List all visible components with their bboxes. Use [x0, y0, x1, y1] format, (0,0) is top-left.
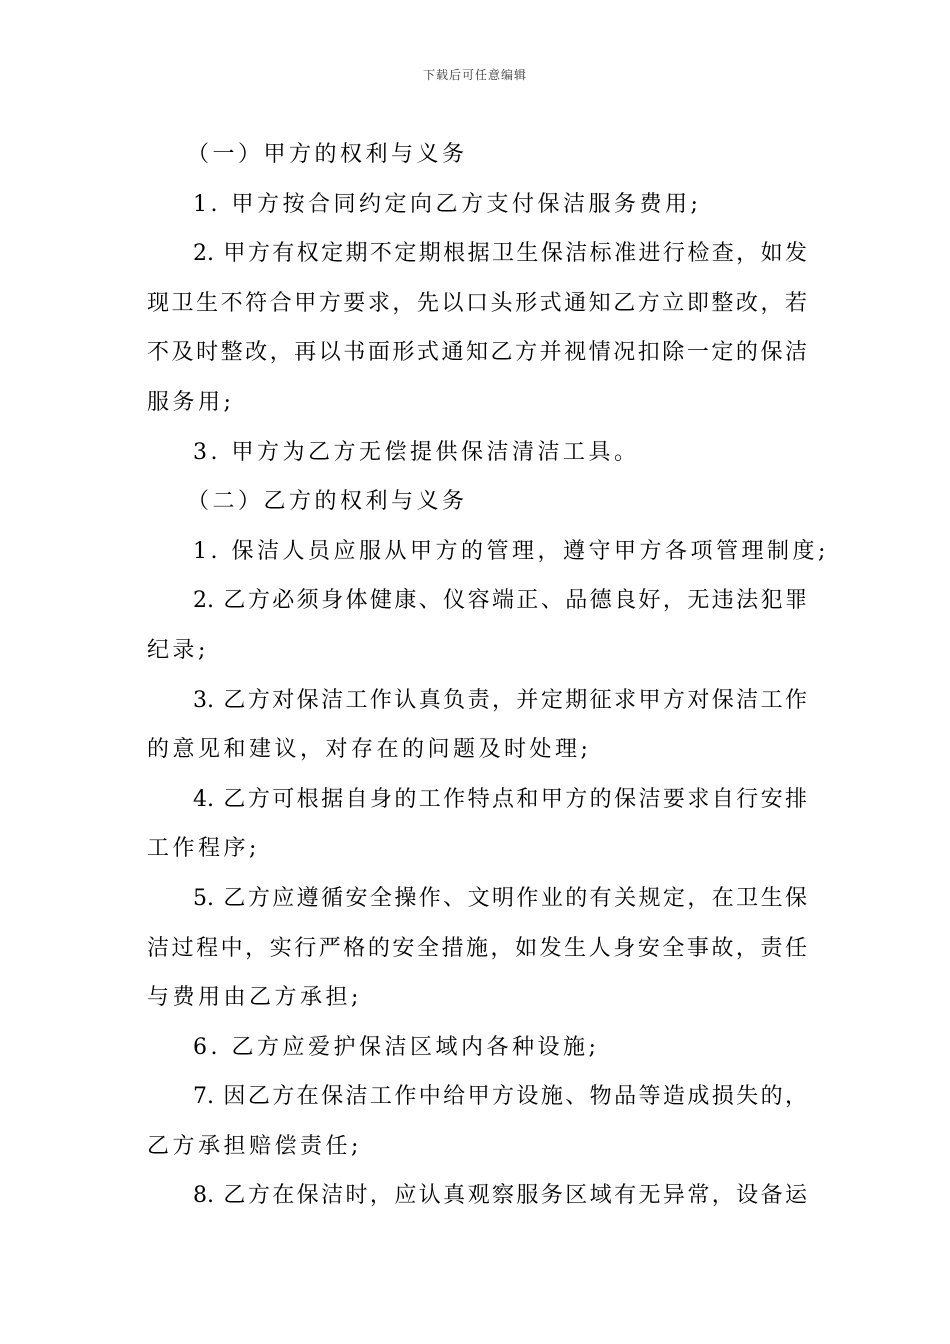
paragraph-line: 8. 乙方在保洁时，应认真观察服务区域有无异常，设备运: [193, 1183, 807, 1209]
paragraph-line: 的意见和建议，对存在的问题及时处理;: [147, 737, 592, 763]
paragraph-line: 3. 甲方为乙方无偿提供保洁清洁工具。: [193, 439, 640, 465]
page-header: 下载后可任意编辑: [422, 68, 527, 82]
paragraph-line: 纪录;: [147, 637, 209, 663]
document-body: [147, 130, 829, 1221]
section-heading-party-b: （二）乙方的权利与义务: [187, 489, 468, 515]
paragraph-line: 2. 甲方有权定期不定期根据卫生保洁标准进行检查，如发: [193, 241, 807, 267]
paragraph-line: 工作程序;: [147, 836, 260, 862]
section-heading-party-a: （一）甲方的权利与义务: [187, 142, 468, 167]
paragraph-line: 4. 乙方可根据自身的工作特点和甲方的保洁要求自行安排: [193, 786, 807, 812]
paragraph-line: 3. 乙方对保洁工作认真负责，并定期征求甲方对保洁工作: [193, 687, 807, 713]
paragraph-line: 1. 甲方按合同约定向乙方支付保洁服务费用;: [193, 191, 702, 217]
paragraph-line: 乙方承担赔偿责任;: [147, 1133, 362, 1159]
paragraph-line: 不及时整改，再以书面形式通知乙方并视情况扣除一定的保洁: [147, 340, 807, 366]
paragraph-line: 2. 乙方必须身体健康、仪容端正、品德良好，无违法犯罪: [193, 588, 807, 614]
paragraph-line: 7. 因乙方在保洁工作中给甲方设施、物品等造成损失的，: [193, 1084, 807, 1110]
paragraph-line: 6. 乙方应爱护保洁区域内各种设施;: [193, 1034, 600, 1060]
paragraph-line: 1. 保洁人员应服从甲方的管理，遵守甲方各项管理制度;: [193, 538, 829, 564]
paragraph-line: 5. 乙方应遵循安全操作、文明作业的有关规定，在卫生保: [193, 885, 807, 911]
paragraph-line: 与费用由乙方承担;: [147, 985, 362, 1011]
paragraph-line: 服务用;: [147, 389, 235, 415]
paragraph-line: 现卫生不符合甲方要求，先以口头形式通知乙方立即整改，若: [147, 290, 807, 316]
paragraph-line: 洁过程中，实行严格的安全措施，如发生人身安全事故，责任: [147, 935, 807, 961]
